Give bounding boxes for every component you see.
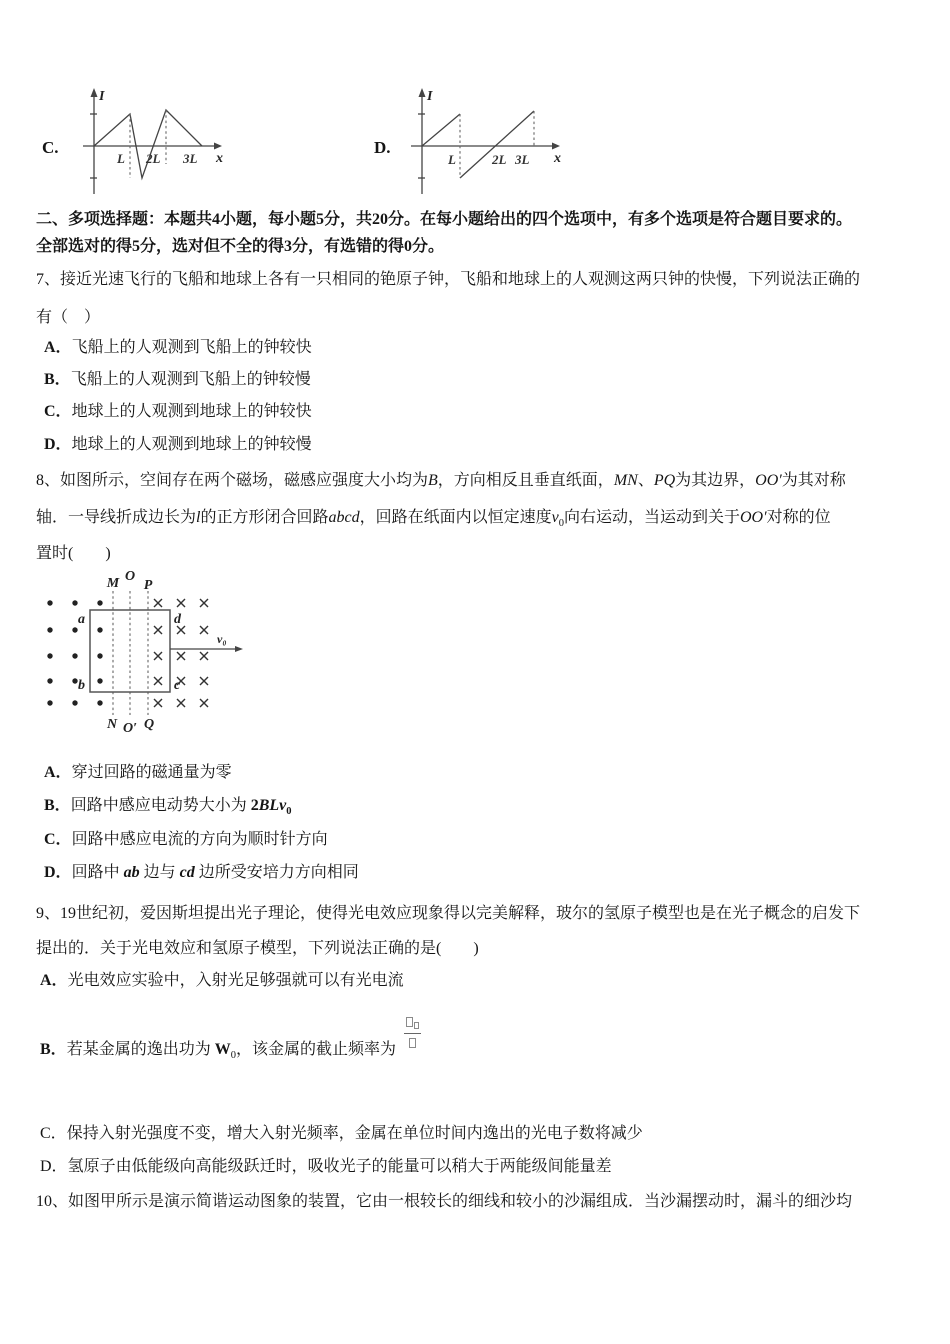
x-axis-arrow xyxy=(552,143,560,150)
label-N: N xyxy=(106,717,118,732)
label-b: b xyxy=(78,678,85,693)
q7-option-d xyxy=(44,429,312,461)
field-dot xyxy=(72,678,77,683)
tick-L: L xyxy=(448,152,456,167)
field-dot xyxy=(97,653,102,658)
label-a: a xyxy=(78,612,85,627)
missing-glyph-fraction xyxy=(404,1015,421,1052)
tofu-box xyxy=(409,1038,416,1048)
label-M: M xyxy=(106,576,120,591)
magnetic-field-diagram xyxy=(35,563,285,735)
y-axis-arrow xyxy=(419,88,426,97)
graph-c xyxy=(70,84,240,202)
question-8-stem: 8、如图所示，空间存在两个磁场，磁感应强度大小均为B，方向相反且垂直纸面，MN、PQ为其边界，OO′为其对称 轴．一导线折成边长为l的正方形闭合回路abcd，回路在纸面内以恒定速度$v_0$向右运动，当运动到关于OO′对称的位 置时( ) xyxy=(36,472,846,562)
question-7-options xyxy=(44,332,312,461)
q7-option-c-letter: C． xyxy=(44,403,72,421)
label-Q: Q xyxy=(143,717,155,732)
fraction-denominator xyxy=(404,1034,421,1052)
section-2-header-line1: 二、多项选择题：本题共4小题，每小题5分，共20分。在每小题给出的四个选项中，有多个选项是符合题目要求的。 xyxy=(36,211,853,228)
fraction-numerator xyxy=(404,1015,421,1034)
tick-3L: 3L xyxy=(515,152,530,167)
q9-stem-line1: 9、19世纪初，爱因斯坦提出光子理论，使得光电效应现象得以完美解释，玻尔的氢原子模型也是在光子概念的启发下 xyxy=(36,905,861,922)
tofu-box xyxy=(406,1017,413,1027)
q8-option-c: C．回路中感应电流的方向为顺时针方向 xyxy=(44,830,328,848)
x-axis-label: x xyxy=(216,151,223,166)
q7-option-b xyxy=(44,364,312,396)
field-dot xyxy=(97,700,102,705)
tick-3L: 3L xyxy=(183,151,198,166)
x-axis-arrow xyxy=(214,143,222,150)
q9-option-b xyxy=(40,1032,421,1069)
y-axis-arrow xyxy=(91,88,98,97)
field-dot xyxy=(97,627,102,632)
q7-stem-line2: 有（ ） xyxy=(36,309,101,326)
q7-option-a-letter: A． xyxy=(44,339,72,356)
label-d: d xyxy=(174,612,181,627)
q7-stem-line1: 7、接近光速飞行的飞船和地球上各有一只相同的铯原子钟，飞船和地球上的人观测这两只钟的快慢，下列说法正确的 xyxy=(36,271,861,288)
x-axis-label: x xyxy=(554,151,561,166)
tick-2L: 2L xyxy=(492,152,507,167)
label-P: P xyxy=(143,578,153,593)
field-dot xyxy=(72,700,77,705)
field-dot xyxy=(72,653,77,658)
option-d-letter: D. xyxy=(374,138,391,157)
field-dot xyxy=(72,627,77,632)
y-axis-label: I xyxy=(427,89,433,104)
question-7-stem xyxy=(36,261,916,337)
velocity-arrowhead xyxy=(235,646,243,652)
label-v0: v₀ xyxy=(217,632,227,646)
q7-option-a xyxy=(44,332,312,364)
q7-option-c xyxy=(44,396,312,428)
question-8-options xyxy=(44,756,359,890)
graph-d xyxy=(398,84,578,202)
field-dot xyxy=(47,653,52,658)
question-10-stem: 10、如图甲所示是演示简谐运动图象的装置，它由一根较长的细线和较小的沙漏组成．当沙漏摆动时，漏斗的细沙均 xyxy=(36,1193,853,1210)
q9-option-a: A．光电效应实验中，入射光足够强就可以有光电流 xyxy=(40,972,404,989)
field-dot xyxy=(47,627,52,632)
q8-option-b: B．回路中感应电动势大小为 2BLv$_0$ xyxy=(44,797,292,818)
q7-option-a-text: 飞船上的人观测到飞船上的钟较快 xyxy=(71,339,312,356)
q8-option-d: D．回路中 ab 边与 cd 边所受安培力方向相同 xyxy=(44,864,359,882)
tick-L: L xyxy=(117,151,125,166)
current-curve-d2 xyxy=(460,111,534,178)
section-2-header-line2: 全部选对的得5分，选对但不全的得3分，有选错的得0分。 xyxy=(36,238,445,255)
current-curve-c xyxy=(94,110,202,178)
label-O: O xyxy=(124,569,136,584)
label-c: c xyxy=(174,678,181,693)
section-2-header xyxy=(36,206,916,260)
current-curve-d1 xyxy=(422,114,460,146)
question-9-stem xyxy=(36,896,916,966)
field-dot xyxy=(47,600,52,605)
label-O-prime: O′ xyxy=(122,721,138,735)
field-dot xyxy=(97,600,102,605)
field-dot xyxy=(97,678,102,683)
q9-stem-line2: 提出的．关于光电效应和氢原子模型，下列说法正确的是( ) xyxy=(36,940,479,957)
q9-option-c: C．保持入射光强度不变，增大入射光频率，金属在单位时间内逸出的光电子数将减少 xyxy=(40,1125,643,1142)
y-axis-label: I xyxy=(99,89,105,104)
field-in-crosses xyxy=(154,599,208,707)
q7-option-b-text: 飞船上的人观测到飞船上的钟较慢 xyxy=(70,371,311,389)
field-out-dots xyxy=(47,600,102,705)
q9-option-b-text: B．若某金属的逸出功为 $W_0$，该金属的截止频率为 xyxy=(40,1041,396,1062)
q7-option-d-text: 地球上的人观测到地球上的钟较慢 xyxy=(71,435,312,453)
tofu-box-small xyxy=(414,1022,419,1029)
option-c-letter: C. xyxy=(42,138,59,157)
q7-option-d-letter: D． xyxy=(44,435,72,453)
tick-2L: 2L xyxy=(146,151,161,166)
field-dot xyxy=(47,700,52,705)
q8-option-a: A．穿过回路的磁通量为零 xyxy=(44,764,232,781)
q7-option-b-letter: B． xyxy=(44,371,71,389)
q9-option-d: D．氢原子由低能级向高能级跃迁时，吸收光子的能量可以稍大于两能级间能量差 xyxy=(40,1158,612,1175)
field-dot xyxy=(72,600,77,605)
field-dot xyxy=(47,678,52,683)
q7-option-c-text: 地球上的人观测到地球上的钟较快 xyxy=(71,403,312,421)
